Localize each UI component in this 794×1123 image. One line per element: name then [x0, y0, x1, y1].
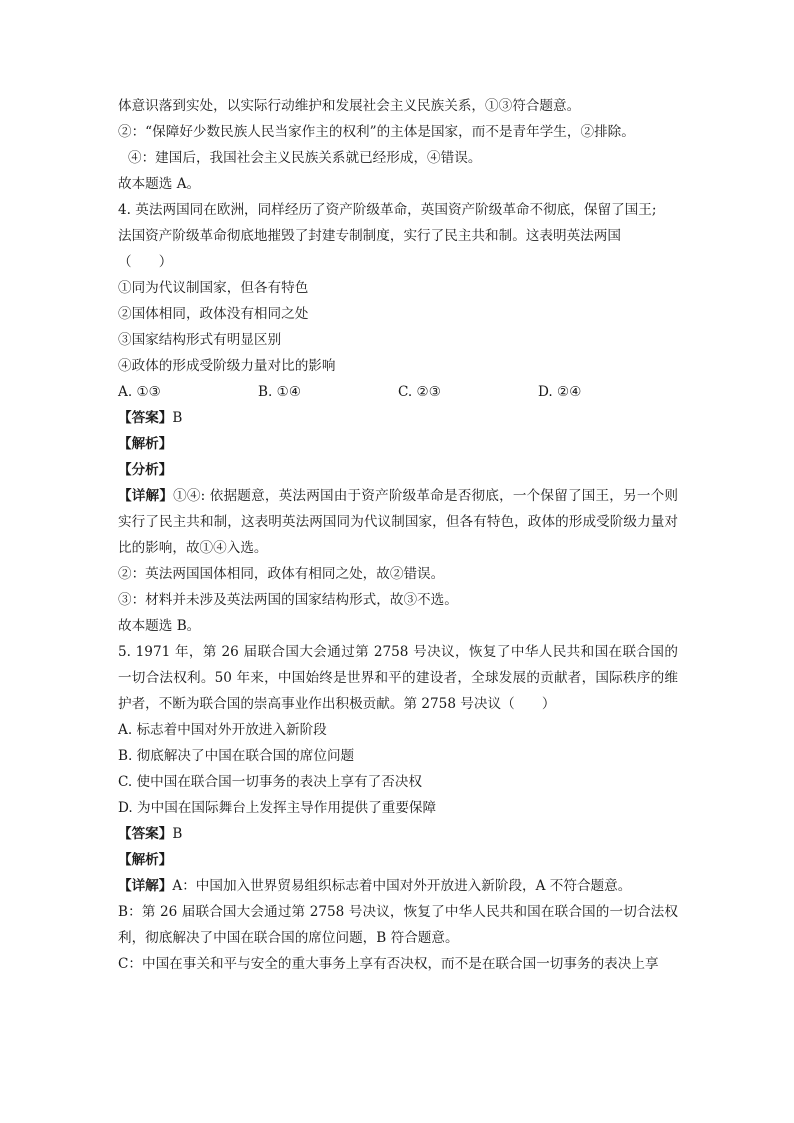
q5-option-a: A. 标志着中国对外开放进入新阶段	[118, 722, 327, 738]
text-line: ②：英法两国国体相同，政体有相同之处，故②错误。	[118, 566, 445, 582]
text-line: ③：材料并未涉及英法两国的国家结构形式，故③不选。	[118, 592, 458, 608]
document-page	[118, 93, 678, 977]
q4-item: ④政体的形成受阶级力量对比的影响	[118, 358, 336, 374]
q4-stem: 4. 英法两国同在欧洲，同样经历了资产阶级革命，英国资产阶级革命不彻底，保留了国王;	[118, 202, 657, 218]
q5-analysis	[118, 847, 678, 873]
text-line: ②：“保障好少数民族人民当家作主的权利”的主体是国家，而不是青年学生，②排除。	[118, 124, 635, 140]
q5-option-d: D. 为中国在国际舞台上发挥主导作用提供了重要保障	[118, 800, 437, 816]
text-line: 故本题选 A。	[118, 176, 201, 192]
detail-text: A：中国加入世界贸易组织标志着中国对外开放进入新阶段，A 不符合题意。	[172, 878, 632, 894]
detail-tag: 【详解】	[118, 878, 173, 894]
q4-answer	[118, 405, 678, 431]
q4-stem-blank: （ ）	[118, 254, 173, 270]
q4-fenxi	[118, 457, 678, 483]
q5-detail-c: C：中国在事关和平与安全的重大事务上享有否决权，而不是在联合国一切事务的表决上享	[118, 956, 659, 972]
q5-detail-b: B：第 26 届联合国大会通过第 2758 号决议，恢复了中华人民共和国在联合国的一切合法权利，彻底解决了中国在联合国的席位问题，B 符合题意。	[118, 904, 678, 946]
detail-tag: 【详解】	[118, 488, 174, 504]
q5-option-c: C. 使中国在联合国一切事务的表决上享有了否决权	[118, 774, 423, 790]
answer-tag: 【答案】	[118, 410, 173, 426]
text-line: 故本题选 B。	[118, 618, 201, 634]
q4-options	[118, 379, 678, 405]
q5-answer	[118, 821, 678, 847]
answer-value: B	[172, 410, 183, 426]
text-line: 体意识落到实处，以实际行动维护和发展社会主义民族关系，①③符合题意。	[118, 98, 581, 114]
q4-option-b: B. ①④	[258, 384, 302, 400]
q4-analysis	[118, 431, 678, 457]
text-line: ④：建国后，我国社会主义民族关系就已经形成，④错误。	[128, 150, 482, 166]
q5-detail-a	[118, 873, 678, 899]
q4-item: ②国体相同，政体没有相同之处	[118, 306, 309, 322]
answer-tag: 【答案】	[118, 826, 173, 842]
q5-stem: 5. 1971 年，第 26 届联合国大会通过第 2758 号决议，恢复了中华人民共和国在联合国的一切合法权利。50 年来，中国始终是世界和平的建设者，全球发展的贡献者，国际秩序的维护者，不断为联合国的崇高事业作出积极贡献。第 2758 号决议（ ）	[118, 644, 678, 712]
fenxi-tag: 【分析】	[118, 462, 173, 478]
analysis-tag: 【解析】	[118, 436, 173, 452]
detail-text: ①④: 依据题意，英法两国由于资产阶级革命是否彻底，一个保留了国王，另一个则实行了民主共和制，这表明英法两国同为代议制国家，但各有特色，政体的形成受阶级力量对比的影响，故①④入选。	[118, 488, 678, 556]
q4-item: ①同为代议制国家，但各有特色	[118, 280, 309, 296]
q4-item: ③国家结构形式有明显区别	[118, 332, 282, 348]
analysis-tag: 【解析】	[118, 852, 173, 868]
q4-detail	[118, 483, 678, 561]
q4-option-c: C. ②③	[398, 384, 441, 400]
q4-stem: 法国资产阶级革命彻底地摧毁了封建专制制度，实行了民主共和制。这表明英法两国	[118, 228, 621, 244]
answer-value: B	[172, 826, 183, 842]
q4-option-d: D. ②④	[538, 384, 582, 400]
q5-option-b: B. 彻底解决了中国在联合国的席位问题	[118, 748, 355, 764]
q4-option-a: A. ①③	[118, 384, 161, 400]
